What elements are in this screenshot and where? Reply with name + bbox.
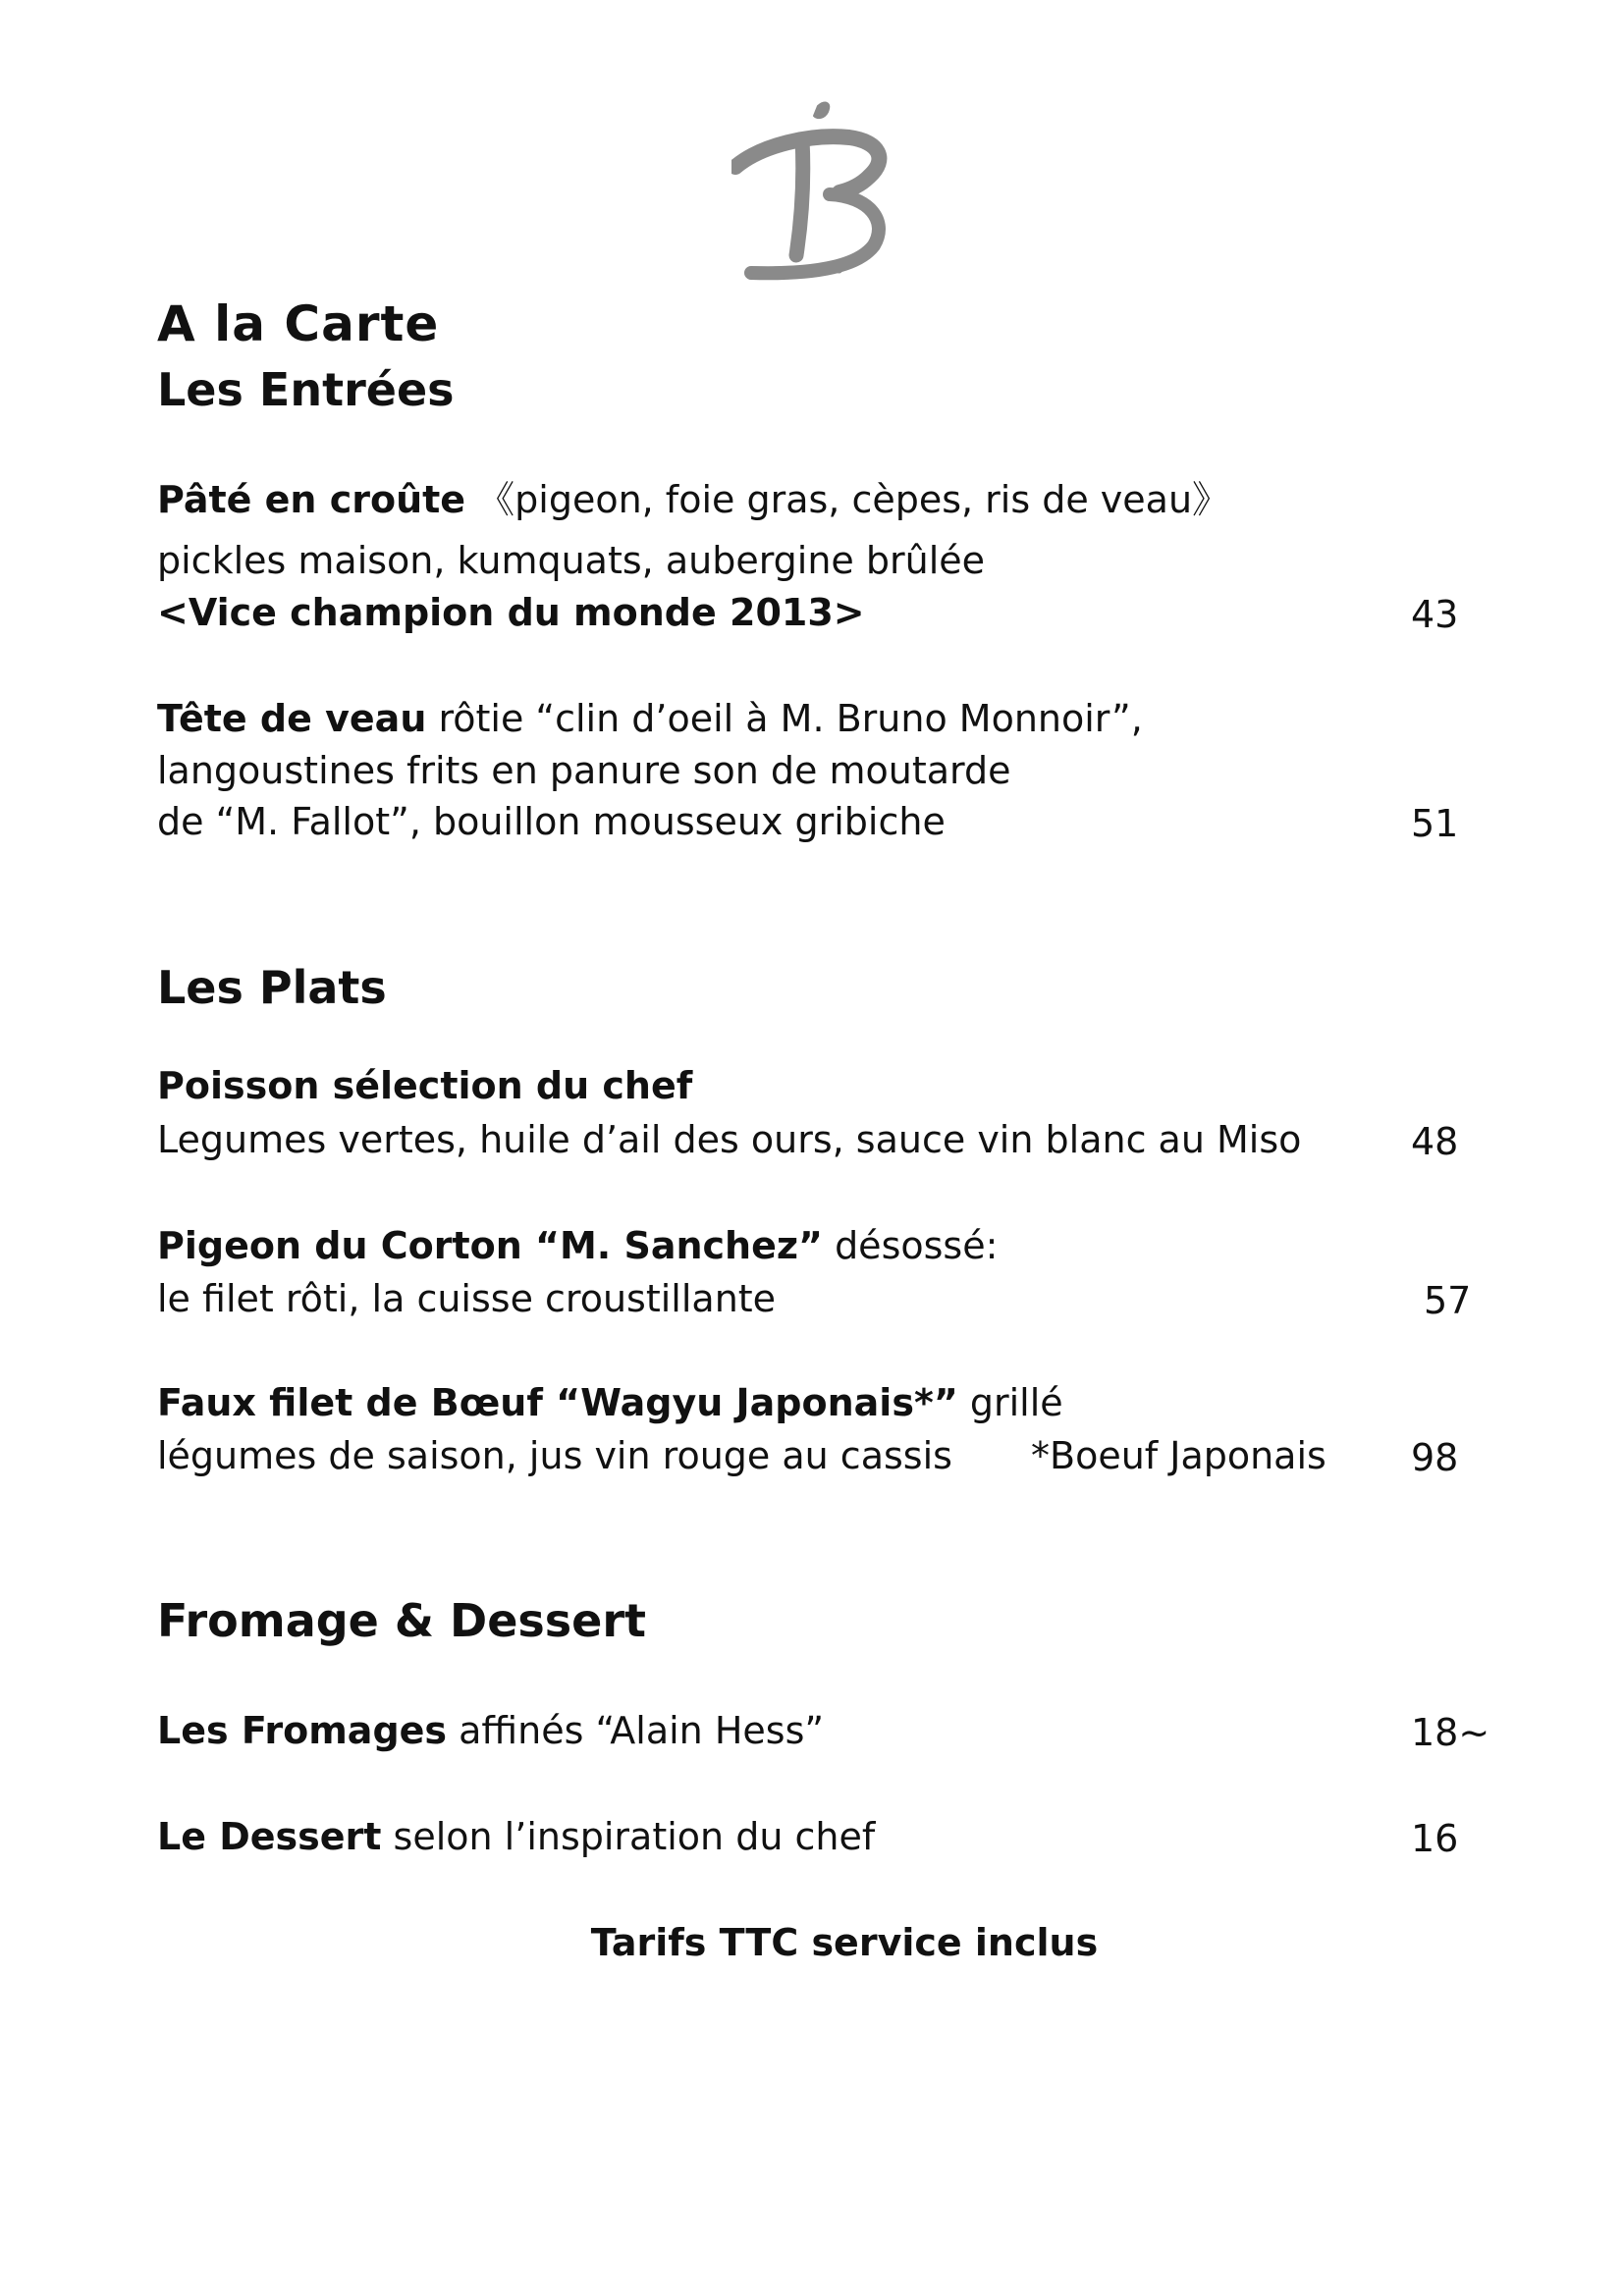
item-price: 18~ <box>1411 1711 1490 1754</box>
item-name: Tête de veau <box>157 697 427 740</box>
item-name: Pâté en croûte <box>157 478 466 521</box>
item-name: Poisson sélection du chef <box>157 1064 693 1107</box>
item-name: Les Fromages <box>157 1709 448 1752</box>
item-description-line: le filet rôti, la cuisse croustillante <box>157 1277 777 1320</box>
item-price: 98 <box>1411 1436 1459 1479</box>
item-description: 《pigeon, foie gras, cèpes, ris de veau》 <box>465 478 1230 521</box>
item-description: grillé <box>957 1381 1063 1424</box>
item-description-line: langoustines frits en panure son de moutarde <box>157 749 1011 792</box>
item-description: affinés “Alain Hess” <box>447 1709 825 1752</box>
item-award-line: <Vice champion du monde 2013> <box>157 591 865 634</box>
item-name: Pigeon du Corton “M. Sanchez” <box>157 1224 823 1267</box>
item-price: 16 <box>1411 1817 1459 1860</box>
menu-item-title-line <box>157 478 1230 521</box>
item-description-line: pickles maison, kumquats, aubergine brûlée <box>157 539 986 582</box>
item-footnote: *Boeuf Japonais <box>1031 1434 1326 1477</box>
brush-letter-b-logo-icon <box>731 98 908 285</box>
item-name: Faux filet de Bœuf “Wagyu Japonais*” <box>157 1381 958 1424</box>
item-description: selon l’inspiration du chef <box>381 1815 876 1858</box>
item-description-line: Legumes vertes, huile d’ail des ours, sauce vin blanc au Miso <box>157 1118 1302 1161</box>
page-title: A la Carte <box>157 295 440 352</box>
footer-note: Tarifs TTC service inclus <box>590 1921 1099 1964</box>
section-heading-desserts: Fromage & Dessert <box>157 1594 647 1647</box>
menu-item-title-line <box>157 697 1143 740</box>
menu-item-title-line <box>157 1815 876 1858</box>
item-price: 51 <box>1411 802 1459 845</box>
menu-item-title-line <box>157 1224 999 1267</box>
item-name: Le Dessert <box>157 1815 382 1858</box>
item-price: 43 <box>1411 593 1459 636</box>
section-heading-entrees: Les Entrées <box>157 363 455 416</box>
item-description: désossé: <box>822 1224 999 1267</box>
menu-item-title-line <box>157 1381 1063 1424</box>
item-price: 57 <box>1424 1279 1472 1322</box>
item-description: rôtie “clin d’oeil à M. Bruno Monnoir”, <box>426 697 1143 740</box>
item-description-line: légumes de saison, jus vin rouge au cassis <box>157 1434 952 1477</box>
item-price: 48 <box>1411 1120 1459 1163</box>
menu-item-title-line <box>157 1709 825 1752</box>
item-description-line: de “M. Fallot”, bouillon mousseux gribiche <box>157 800 946 843</box>
section-heading-plats: Les Plats <box>157 961 387 1014</box>
